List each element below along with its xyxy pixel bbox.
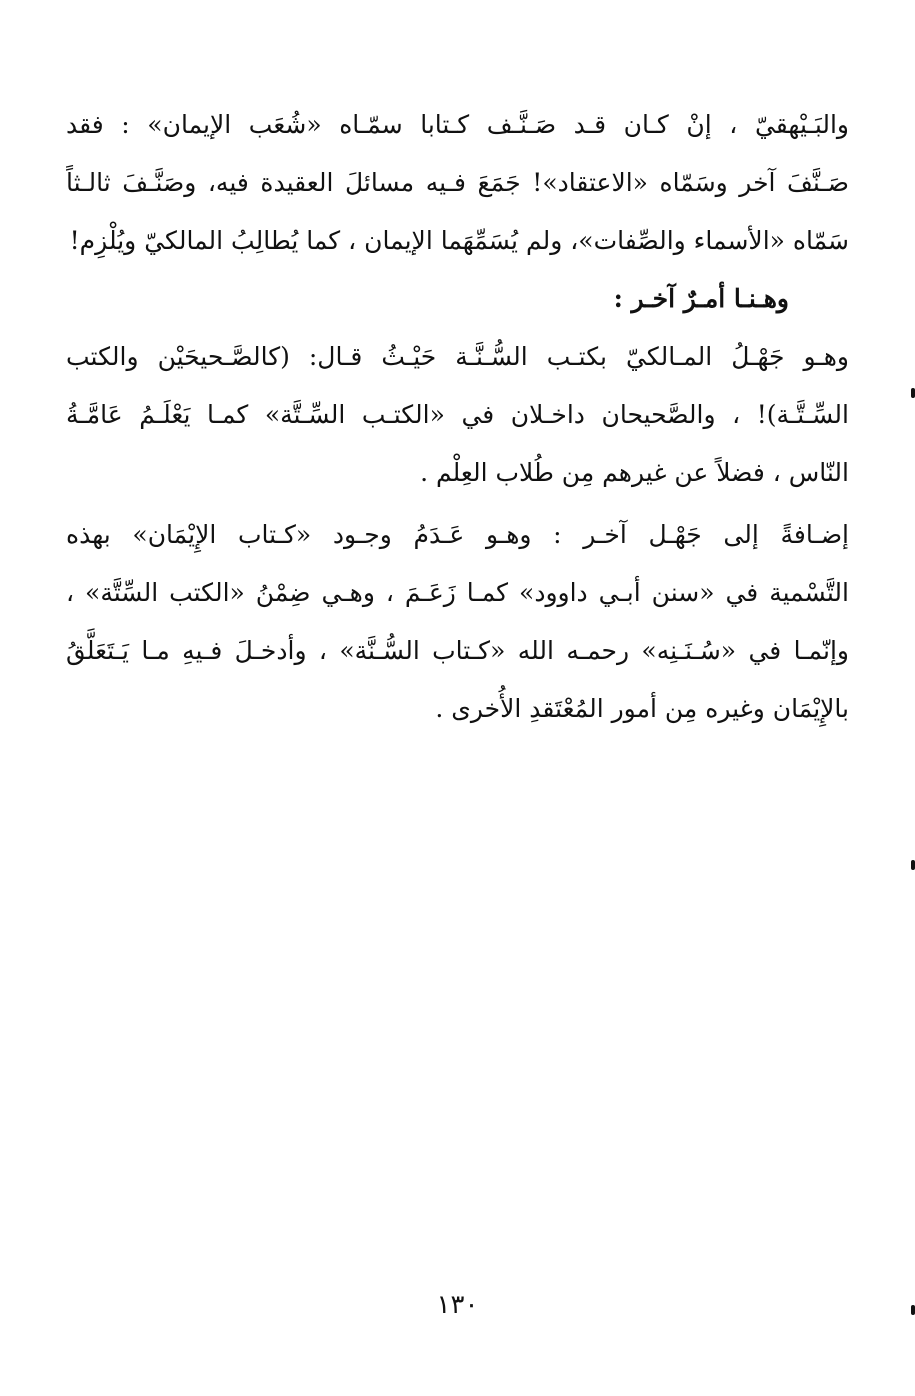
text-line: وهـنـا أمـرٌ آخـر : <box>613 284 789 313</box>
text-line: إضـافةً إلى جَهْـل آخـر : وهـو عَـدَمُ وجـود «كـتاب الإِيْمَان» بهذه <box>66 520 849 549</box>
paragraph-1 <box>66 96 849 270</box>
text-line: النّاس ، فضلاً عن غيرهم مِن طُلاب العِلْم . <box>420 458 849 487</box>
paragraph-3 <box>66 328 849 502</box>
scan-edge-mark <box>911 388 915 398</box>
text-line: صَـنَّفَ آخر وسَمّاه «الاعتقاد»! جَمَعَ فـيه مسائلَ العقيدة فيه، وصَنَّـفَ ثالـثاً <box>66 168 849 197</box>
page-body <box>66 96 849 738</box>
page-number: ١٣٠ <box>436 1290 479 1320</box>
text-line: والبَـيْهقيّ ، إنْ كـان قـد صَـنَّـف كـتابا سمّـاه «شُعَب الإيمان» : فقد <box>66 110 849 139</box>
paragraph-2 <box>66 270 849 328</box>
paragraph-4 <box>66 506 849 738</box>
text-line: التَّسْمية في «سنن أبـي داوود» كمـا زَعَـمَ ، وهـي ضِمْنُ «الكتب السِّتَّة» ، <box>66 578 849 607</box>
text-line: سَمّاه «الأسماء والصِّفات»، ولم يُسَمِّهَما الإيمان ، كما يُطالِبُ المالكيّ ويُلْزِم! <box>69 226 849 255</box>
text-line: السِّـتَّـة)! ، والصَّحيحان داخـلان في «الكتـب السِّـتَّة» كمـا يَعْلَـمُ عَامَّـةُ <box>66 400 849 429</box>
text-line: وإنّمـا في «سُـنَـنِه» رحمـه الله «كـتاب السُّـنَّة» ، وأدخـلَ فـيهِ مـا يَـتَعَلَّقُ <box>66 636 849 665</box>
scan-edge-mark <box>911 860 915 870</box>
text-line: وهـو جَهْـلُ المـالكيّ بكتـب السُّـنَّـة حَيْـثُ قـال: (كالصَّـحيحَيْن والكتب <box>66 342 849 371</box>
text-line: بالإِيْمَان وغيره مِن أمور المُعْتَقدِ الأُخرى . <box>435 694 849 723</box>
scan-edge-mark <box>911 1305 915 1315</box>
